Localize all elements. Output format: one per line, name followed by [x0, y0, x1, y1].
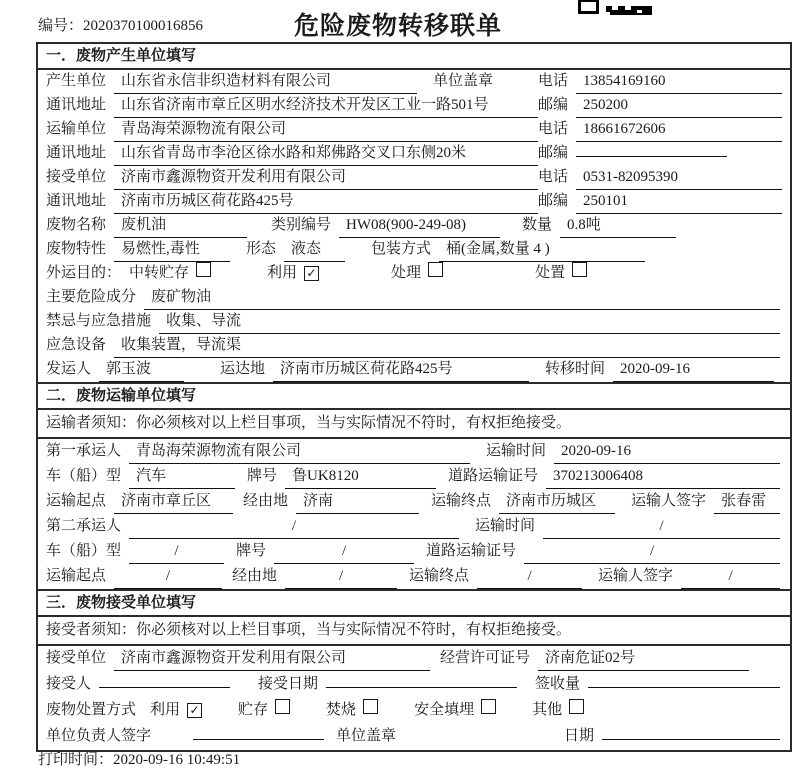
purpose-dispose-label: 处置 [535, 265, 566, 281]
disposal-landfill-label: 安全填埋 [414, 702, 475, 718]
row-transporter-notice [38, 410, 790, 439]
license-label: 经营许可证号 [440, 650, 531, 666]
vehicle1-type-value: 汽车 [129, 464, 235, 489]
waste-qty-value: 0.8吨 [560, 214, 676, 238]
checkbox-disposal-other [569, 699, 584, 714]
row-transport-address [38, 142, 790, 166]
sign-date-value [602, 739, 780, 740]
section2-title: 二．废物运输单位填写 [38, 382, 790, 410]
license-value: 济南危证02号 [538, 646, 749, 671]
waste-property-value: 易燃性,毒性 [114, 238, 230, 262]
row-disposal-method [38, 698, 790, 724]
row-receive-address [38, 190, 790, 214]
transfer-form-table [36, 42, 792, 752]
produce-address-label: 通讯地址 [46, 97, 107, 113]
route2-sign-value: / [681, 564, 780, 589]
receive-zip-value: 250101 [576, 190, 782, 214]
route1-sign-label: 运输人签字 [631, 493, 707, 509]
row-receiving-unit [38, 646, 790, 672]
produce-unit-label: 产生单位 [46, 73, 107, 89]
plate2-label: 牌号 [236, 543, 267, 559]
receiver-person-value [99, 687, 230, 688]
row-waste-property [38, 238, 790, 262]
checkbox-disposal-store [275, 699, 290, 714]
section-producer [38, 44, 790, 382]
waste-name-value: 废机油 [114, 214, 247, 238]
route1-start-label: 运输起点 [46, 493, 107, 509]
transport-zip-value [576, 156, 727, 157]
waste-category-value: HW08(900-249-08) [339, 214, 500, 238]
disposal-use-label: 利用 [150, 702, 181, 718]
produce-tel-value: 13854169160 [576, 70, 782, 94]
row-receive-unit [38, 166, 790, 190]
checkbox-treat [428, 262, 443, 277]
qr-code-fragment-icon [578, 6, 654, 16]
disposal-store-label: 贮存 [238, 702, 269, 718]
checkbox-disposal-use: ✓ [187, 703, 202, 718]
waste-category-label: 类别编号 [271, 217, 332, 233]
row-first-carrier [38, 439, 790, 464]
responsible-sign-label: 单位负责人签字 [46, 728, 152, 744]
second-carrier-label: 第二承运人 [46, 518, 122, 534]
produce-unit-value: 山东省永信非织造材料有限公司 [114, 70, 417, 94]
row-route2 [38, 564, 790, 589]
vehicle2-type-label: 车（船）型 [46, 543, 122, 559]
serial-value: 2020370100016856 [83, 18, 204, 34]
route2-sign-label: 运输人签字 [598, 568, 674, 584]
row-route1 [38, 489, 790, 514]
route1-via-label: 经由地 [243, 493, 289, 509]
row-second-carrier [38, 514, 790, 539]
transport-address-label: 通讯地址 [46, 145, 107, 161]
disposal-other-label: 其他 [532, 702, 563, 718]
waste-form-label: 形态 [246, 241, 277, 257]
row-waste-name [38, 214, 790, 238]
transport-zip-label: 邮编 [537, 145, 568, 161]
road-cert1-value: 370213006408 [546, 464, 780, 489]
transport-time1-value: 2020-09-16 [554, 439, 780, 464]
section-transporter [38, 382, 790, 589]
hazard-value: 废矿物油 [144, 286, 780, 310]
receive-zip-label: 邮编 [537, 193, 568, 209]
document-header [0, 6, 796, 40]
road-cert1-label: 道路运输证号 [448, 468, 539, 484]
waste-form-value: 液态 [284, 238, 345, 262]
vehicle1-type-label: 车（船）型 [46, 468, 122, 484]
route2-via-value: / [285, 564, 397, 589]
road-cert2-value: / [524, 539, 780, 564]
purpose-label: 外运目的： [46, 265, 122, 281]
equipment-label: 应急设备 [46, 337, 107, 353]
checkbox-transfer-storage [196, 262, 211, 277]
print-time [38, 748, 240, 769]
purpose-use-label: 利用 [267, 265, 298, 281]
disposal-label: 废物处置方式 [46, 702, 137, 718]
page-title: 危险废物转移联单 [293, 13, 502, 40]
row-receiver-person [38, 672, 790, 698]
transporter-notice-text: 运输者须知：你必须核对以上栏目事项，当与实际情况不符时，有权拒绝接受。 [46, 415, 572, 431]
receive-unit-value: 济南市鑫源物资开发利用有限公司 [114, 166, 538, 190]
plate2-value: / [274, 539, 414, 564]
row-receiver-notice [38, 617, 790, 646]
destination-label: 运达地 [220, 361, 266, 377]
receive-tel-value: 0531-82095390 [576, 166, 782, 190]
packing-label: 包装方式 [371, 241, 432, 257]
transport-time1-label: 运输时间 [486, 443, 547, 459]
transport-address-value: 山东省青岛市李沧区徐水路和郑佛路交叉口东侧20米 [114, 142, 538, 166]
row-outbound-purpose [38, 262, 790, 286]
waste-property-label: 废物特性 [46, 241, 107, 257]
checkbox-dispose [572, 262, 587, 277]
print-time-label: 打印时间： [38, 752, 114, 768]
unit-stamp2-label: 单位盖章 [336, 728, 397, 744]
produce-zip-label: 邮编 [537, 97, 568, 113]
dispatcher-label: 发运人 [46, 361, 92, 377]
row-emergency-measures [38, 310, 790, 334]
produce-address-value: 山东省济南市章丘区明水经济技术开发区工业一路501号 [114, 94, 538, 118]
destination-value: 济南市历城区荷花路425号 [273, 358, 529, 382]
transport-time2-value: / [543, 514, 780, 539]
route1-via-value: 济南 [296, 489, 419, 514]
row-produce-unit [38, 70, 790, 94]
route2-start-value: / [114, 564, 222, 589]
transfer-time-label: 转移时间 [545, 361, 606, 377]
section1-title: 一．废物产生单位填写 [38, 44, 790, 70]
receiving-unit-label: 接受单位 [46, 650, 107, 666]
checkbox-disposal-landfill [481, 699, 496, 714]
first-carrier-value: 青岛海荣源物流有限公司 [129, 439, 470, 464]
produce-zip-value: 250200 [576, 94, 782, 118]
signed-amount-value [588, 687, 780, 688]
plate1-label: 牌号 [247, 468, 278, 484]
hazard-label: 主要危险成分 [46, 289, 137, 305]
receiver-person-label: 接受人 [46, 676, 92, 692]
print-time-value: 2020-09-16 10:49:51 [113, 752, 241, 768]
route2-end-value: / [477, 564, 582, 589]
unit-stamp-label: 单位盖章 [433, 73, 494, 89]
checkbox-use: ✓ [304, 266, 319, 281]
row-vehicle1 [38, 464, 790, 489]
route1-end-value: 济南市历城区 [499, 489, 615, 514]
vehicle2-type-value: / [129, 539, 224, 564]
waste-name-label: 废物名称 [46, 217, 107, 233]
row-hazard-component [38, 286, 790, 310]
equipment-value: 收集装置，导流渠 [114, 334, 780, 358]
signed-amount-label: 签收量 [535, 676, 581, 692]
receive-address-value: 济南市历城区荷花路425号 [114, 190, 538, 214]
transport-unit-value: 青岛海荣源物流有限公司 [114, 118, 538, 142]
route2-start-label: 运输起点 [46, 568, 107, 584]
purpose-treat-label: 处理 [391, 265, 422, 281]
receive-tel-label: 电话 [537, 169, 568, 185]
receive-date-label: 接受日期 [258, 676, 319, 692]
row-emergency-equipment [38, 334, 790, 358]
first-carrier-label: 第一承运人 [46, 443, 122, 459]
transport-tel-value: 18661672606 [576, 118, 782, 142]
packing-value: 桶(金属,数量 4 ) [439, 238, 645, 262]
dispatcher-value: 郭玉波 [99, 358, 184, 382]
receive-unit-label: 接受单位 [46, 169, 107, 185]
receive-date-value [326, 687, 517, 688]
row-vehicle2 [38, 539, 790, 564]
sign-date-label: 日期 [564, 728, 595, 744]
serial-label: 编号： [38, 18, 84, 34]
row-responsible-sign [38, 724, 790, 750]
road-cert2-label: 道路运输证号 [426, 543, 517, 559]
transport-unit-label: 运输单位 [46, 121, 107, 137]
route1-sign-value: 张春雷 [714, 489, 780, 514]
route1-start-value: 济南市章丘区 [114, 489, 233, 514]
plate1-value: 鲁UK8120 [285, 464, 436, 489]
receive-address-label: 通讯地址 [46, 193, 107, 209]
produce-tel-label: 电话 [537, 73, 568, 89]
route2-via-label: 经由地 [232, 568, 278, 584]
disposal-burn-label: 焚烧 [326, 702, 357, 718]
route2-end-label: 运输终点 [409, 568, 470, 584]
transport-time2-label: 运输时间 [475, 518, 536, 534]
purpose-transfer-label: 中转贮存 [129, 265, 190, 281]
section3-title: 三．废物接受单位填写 [38, 589, 790, 617]
waste-qty-label: 数量 [522, 217, 553, 233]
transport-tel-label: 电话 [537, 121, 568, 137]
measures-label: 禁忌与应急措施 [46, 313, 152, 329]
second-carrier-value: / [129, 514, 459, 539]
row-produce-address [38, 94, 790, 118]
transfer-time-value: 2020-09-16 [613, 358, 774, 382]
checkbox-disposal-burn [363, 699, 378, 714]
section-receiver [38, 589, 790, 750]
measures-value: 收集、导流 [159, 310, 780, 334]
receiving-unit-value: 济南市鑫源物资开发利用有限公司 [114, 646, 430, 671]
receiver-notice-text: 接受者须知：你必须核对以上栏目事项，当与实际情况不符时，有权拒绝接受。 [46, 622, 572, 638]
row-dispatcher [38, 358, 790, 382]
route1-end-label: 运输终点 [431, 493, 492, 509]
responsible-sign-value [193, 739, 324, 740]
row-transport-unit [38, 118, 790, 142]
